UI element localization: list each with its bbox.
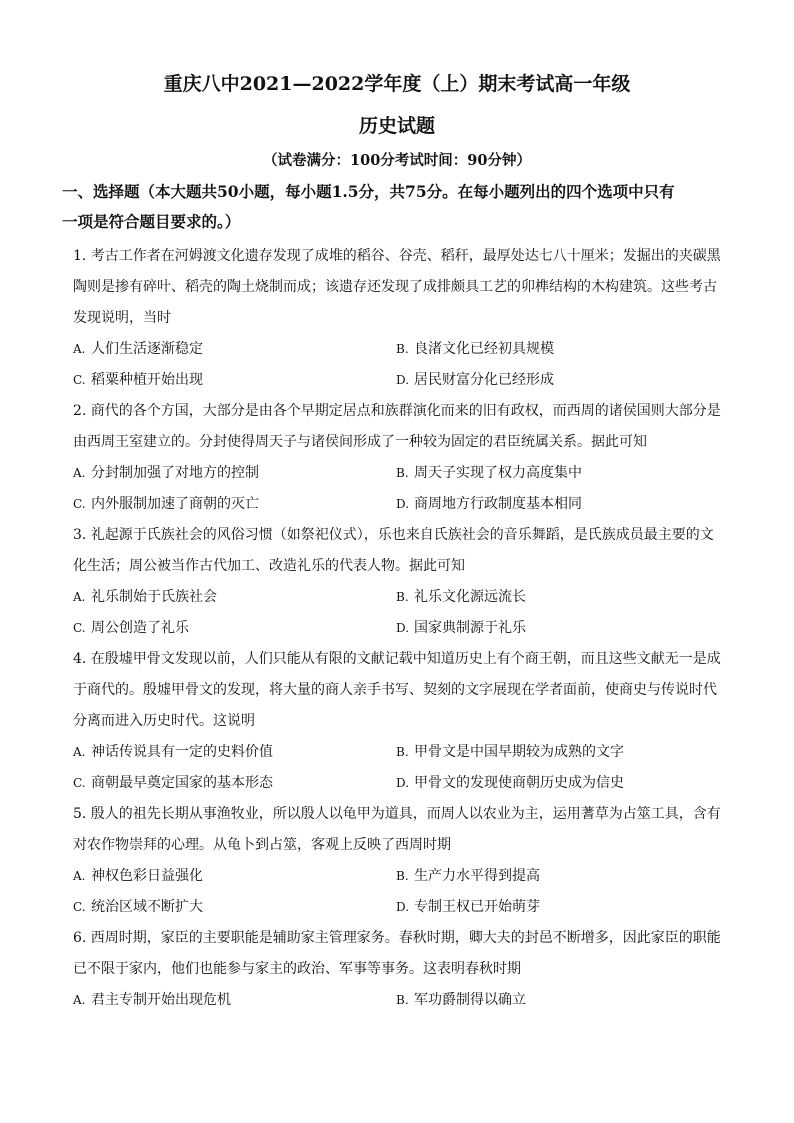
option-text: 统治区域不断扩大 — [91, 899, 203, 915]
question-3-line-1: 3. 礼起源于氏族社会的风俗习惯（如祭祀仪式），乐也来自氏族社会的音乐舞蹈，是氏族成员最主要的文 — [73, 527, 714, 543]
option-letter: C. — [73, 900, 86, 914]
question-2-option-b[interactable] — [396, 463, 582, 483]
question-4-option-c[interactable] — [73, 773, 273, 793]
option-letter: C. — [73, 497, 86, 511]
question-4-line-2: 于商代的。殷墟甲骨文的发现，将大量的商人亲手书写、契刻的文字展现在学者面前，使商史与传说时代 — [73, 682, 717, 698]
option-letter: B. — [396, 993, 409, 1007]
option-text: 分封制加强了对地方的控制 — [91, 465, 259, 481]
question-2-line-2: 由西周王室建立的。分封使得周天子与诸侯间形成了一种较为固定的君臣统属关系。据此可知 — [73, 434, 647, 450]
option-letter: B. — [396, 342, 409, 356]
option-text: 周公创造了礼乐 — [91, 620, 189, 636]
question-1-line-3: 发现说明，当时 — [73, 310, 171, 326]
question-6-line-2: 已不限于家内，他们也能参与家主的政治、军事等事务。这表明春秋时期 — [73, 961, 521, 977]
question-3-line-2: 化生活；周公被当作古代加工、改造礼乐的代表人物。据此可知 — [73, 558, 465, 574]
option-letter: D. — [396, 621, 410, 635]
option-text: 专制王权已开始萌芽 — [414, 899, 540, 915]
option-letter: A. — [73, 466, 86, 480]
question-6-line-1: 6. 西周时期，家臣的主要职能是辅助家主管理家务。春秋时期，卿大夫的封邑不断增多，因此家臣的职能 — [73, 930, 721, 946]
question-2-option-a[interactable] — [73, 463, 259, 483]
question-4-option-b[interactable] — [396, 742, 624, 762]
option-letter: B. — [396, 466, 409, 480]
option-letter: A. — [73, 993, 86, 1007]
question-1-line-2: 陶则是掺有碎叶、稻壳的陶土烧制而成；该遗存还发现了成排颇具工艺的卯榫结构的木构建筑。这些考古 — [73, 279, 717, 295]
option-text: 礼乐制始于氏族社会 — [91, 589, 217, 605]
question-5-line-1: 5. 殷人的祖先长期从事渔牧业，所以殷人以龟甲为道具，而周人以农业为主，运用蓍草为占筮工具，含有 — [73, 806, 721, 822]
question-5-option-a[interactable] — [73, 866, 203, 886]
option-letter: A. — [73, 869, 86, 883]
question-6-option-b[interactable] — [396, 990, 526, 1010]
option-letter: C. — [73, 621, 86, 635]
question-3-option-b[interactable] — [396, 587, 526, 607]
question-5-option-b[interactable] — [396, 866, 540, 886]
subject-title: 历史试题 — [358, 115, 435, 137]
question-3-option-c[interactable] — [73, 618, 189, 638]
option-text: 礼乐文化源远流长 — [414, 589, 526, 605]
option-letter: B. — [396, 590, 409, 604]
option-letter: C. — [73, 373, 86, 387]
section-heading-line-1: 一、选择题（本大题共50小题，每小题1.5分，共75分。在每小题列出的四个选项中只有 — [62, 182, 675, 201]
option-text: 神话传说具有一定的史料价值 — [91, 744, 273, 760]
option-text: 居民财富分化已经形成 — [414, 372, 554, 388]
option-letter: C. — [73, 776, 86, 790]
option-letter: D. — [396, 776, 410, 790]
question-4-line-1: 4. 在殷墟甲骨文发现以前，人们只能从有限的文献记载中知道历史上有个商王朝，而且这些文献无一是成 — [73, 651, 721, 667]
option-text: 周天子实现了权力高度集中 — [414, 465, 582, 481]
option-letter: A. — [73, 745, 86, 759]
option-letter: B. — [396, 869, 409, 883]
option-text: 人们生活逐渐稳定 — [91, 341, 203, 357]
question-1-option-b[interactable] — [396, 339, 554, 359]
option-text: 生产力水平得到提高 — [414, 868, 540, 884]
question-3-option-a[interactable] — [73, 587, 217, 607]
option-letter: D. — [396, 900, 410, 914]
option-text: 商朝最早奠定国家的基本形态 — [91, 775, 273, 791]
option-letter: B. — [396, 745, 409, 759]
question-6-option-a[interactable] — [73, 990, 231, 1010]
question-4-option-a[interactable] — [73, 742, 273, 762]
option-text: 商周地方行政制度基本相同 — [414, 496, 582, 512]
option-text: 甲骨文是中国早期较为成熟的文字 — [414, 744, 624, 760]
option-letter: A. — [73, 590, 86, 604]
question-1-option-d[interactable] — [396, 370, 554, 390]
option-text: 内外服制加速了商朝的灭亡 — [91, 496, 259, 512]
option-text: 神权色彩日益强化 — [91, 868, 203, 884]
option-text: 军功爵制得以确立 — [414, 992, 526, 1008]
option-text: 国家典制源于礼乐 — [414, 620, 526, 636]
section-heading-line-2: 一项是符合题目要求的。） — [62, 212, 241, 231]
option-text: 良渚文化已经初具规模 — [414, 341, 554, 357]
question-1-option-c[interactable] — [73, 370, 203, 390]
question-5-option-d[interactable] — [396, 897, 540, 917]
question-2-option-c[interactable] — [73, 494, 259, 514]
question-4-line-3: 分离而进入历史时代。这说明 — [73, 713, 255, 729]
question-1-line-1: 1. 考古工作者在河姆渡文化遗存发现了成堆的稻谷、谷壳、稻秆，最厚处达七八十厘米；发掘出的夹碳黑 — [73, 248, 721, 264]
option-text: 甲骨文的发现使商朝历史成为信史 — [414, 775, 624, 791]
question-1-option-a[interactable] — [73, 339, 203, 359]
option-letter: A. — [73, 342, 86, 356]
exam-meta: （试卷满分：100分考试时间：90分钟） — [263, 152, 531, 169]
question-4-option-d[interactable] — [396, 773, 624, 793]
question-2-line-1: 2. 商代的各个方国，大部分是由各个早期定居点和族群演化而来的旧有政权，而西周的诸侯国则大部分是 — [73, 403, 721, 419]
exam-title: 重庆八中2021—2022学年度（上）期末考试高一年级 — [163, 73, 631, 95]
option-letter: D. — [396, 497, 410, 511]
option-letter: D. — [396, 373, 410, 387]
question-5-option-c[interactable] — [73, 897, 203, 917]
option-text: 稻粟种植开始出现 — [91, 372, 203, 388]
option-text: 君主专制开始出现危机 — [91, 992, 231, 1008]
question-5-line-2: 对农作物崇拜的心理。从龟卜到占筮，客观上反映了西周时期 — [73, 837, 451, 853]
question-3-option-d[interactable] — [396, 618, 526, 638]
question-2-option-d[interactable] — [396, 494, 582, 514]
